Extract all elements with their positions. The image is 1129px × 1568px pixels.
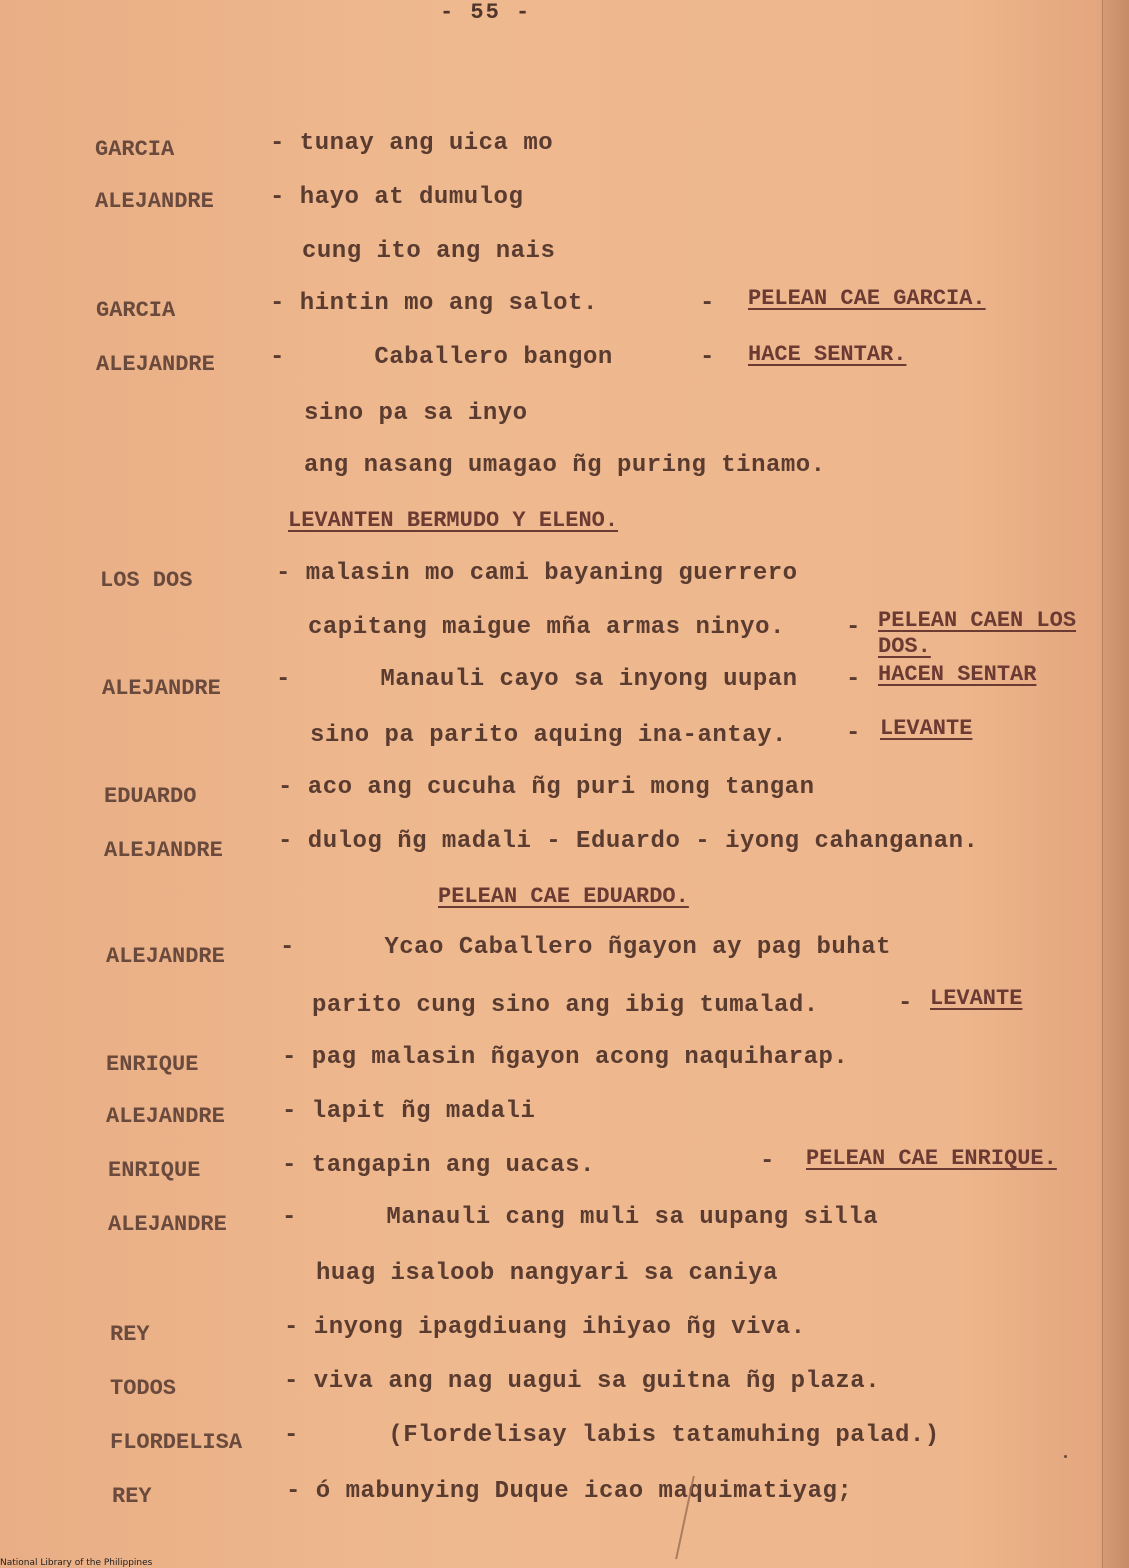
dialogue-text: - Manauli cang muli sa uupang silla: [282, 1204, 879, 1231]
dialogue-text: cung ito ang nais: [302, 238, 556, 265]
stage-direction: PELEAN CAE ENRIQUE.: [806, 1146, 1057, 1171]
speaker-label: ALEJANDRE: [106, 944, 225, 969]
dialogue-text: - Manauli cayo sa inyong uupan: [276, 666, 798, 693]
speaker-label: ALEJANDRE: [102, 676, 221, 701]
speaker-label: GARCIA: [96, 298, 176, 323]
speaker-label: ALEJANDRE: [104, 838, 223, 863]
dialogue-text: - lapit ñg madali: [282, 1098, 536, 1125]
ink-dot: [1064, 1455, 1067, 1458]
speaker-label: FLORDELISA: [110, 1430, 243, 1455]
speaker-label: EDUARDO: [104, 784, 197, 809]
speaker-label: ENRIQUE: [108, 1158, 201, 1183]
speaker-label: ALEJANDRE: [96, 352, 215, 377]
dialogue-text: - ó mabunying Duque icao maquimatiyag;: [286, 1478, 853, 1505]
page-edge: [1102, 0, 1129, 1568]
dialogue-text: - hayo at dumulog: [270, 184, 524, 211]
speaker-label: GARCIA: [95, 137, 175, 162]
speaker-label: LOS DOS: [100, 568, 193, 593]
dialogue-text: parito cung sino ang ibig tumalad.: [312, 992, 819, 1019]
dialogue-text: sino pa sa inyo: [304, 400, 528, 427]
direction-dash: -: [700, 290, 715, 317]
direction-dash: -: [846, 666, 861, 693]
dialogue-text: sino pa parito aquing ina-antay.: [310, 722, 787, 749]
dialogue-text: - pag malasin ñgayon acong naquiharap.: [282, 1044, 849, 1071]
speaker-label: REY: [110, 1322, 150, 1347]
stage-direction: LEVANTE: [930, 986, 1023, 1011]
speaker-label: ENRIQUE: [106, 1052, 199, 1077]
speaker-label: REY: [112, 1484, 152, 1509]
speaker-label: ALEJANDRE: [106, 1104, 225, 1129]
stage-direction: PELEAN CAE GARCIA.: [748, 286, 986, 311]
dialogue-text: - malasin mo cami bayaning guerrero: [276, 560, 798, 587]
direction-dash: -: [846, 614, 861, 641]
dialogue-text: - viva ang nag uagui sa guitna ñg plaza.: [284, 1368, 881, 1395]
footer-credit: National Library of the Philippines: [0, 1558, 153, 1568]
direction-dash: -: [760, 1148, 775, 1175]
dialogue-text: huag isaloob nangyari sa caniya: [316, 1260, 778, 1287]
direction-dash: -: [846, 720, 861, 747]
direction-dash: -: [898, 990, 913, 1017]
stage-direction: PELEAN CAE EDUARDO.: [438, 884, 689, 909]
dialogue-text: - tunay ang uica mo: [270, 130, 554, 157]
direction-dash: -: [700, 344, 715, 371]
speaker-label: TODOS: [110, 1376, 177, 1401]
stage-direction: LEVANTEN BERMUDO Y ELENO.: [288, 508, 619, 533]
dialogue-text: - dulog ñg madali - Eduardo - iyong cahanganan.: [278, 828, 979, 855]
dialogue-text: - inyong ipagdiuang ihiyao ñg viva.: [284, 1314, 806, 1341]
dialogue-text: ang nasang umagao ñg puring tinamo.: [304, 452, 826, 479]
dialogue-text: capitang maigue mña armas ninyo.: [308, 614, 785, 641]
stage-direction: LEVANTE: [880, 716, 973, 741]
page-number: - 55 -: [440, 0, 532, 25]
dialogue-text: - tangapin ang uacas.: [282, 1152, 595, 1179]
speaker-label: ALEJANDRE: [108, 1212, 227, 1237]
dialogue-text: - Caballero bangon: [270, 344, 613, 371]
stage-direction: HACE SENTAR.: [748, 342, 907, 367]
dialogue-text: - hintin mo ang salot.: [270, 290, 598, 317]
dialogue-text: - Ycao Caballero ñgayon ay pag buhat: [280, 934, 891, 961]
stage-direction: PELEAN CAEN LOS DOS.: [878, 608, 1077, 659]
stage-direction: HACEN SENTAR: [878, 662, 1037, 687]
dialogue-text: - aco ang cucuha ñg puri mong tangan: [278, 774, 815, 801]
speaker-label: ALEJANDRE: [95, 189, 214, 214]
dialogue-text: - (Flordelisay labis tatamuhing palad.): [284, 1422, 940, 1449]
